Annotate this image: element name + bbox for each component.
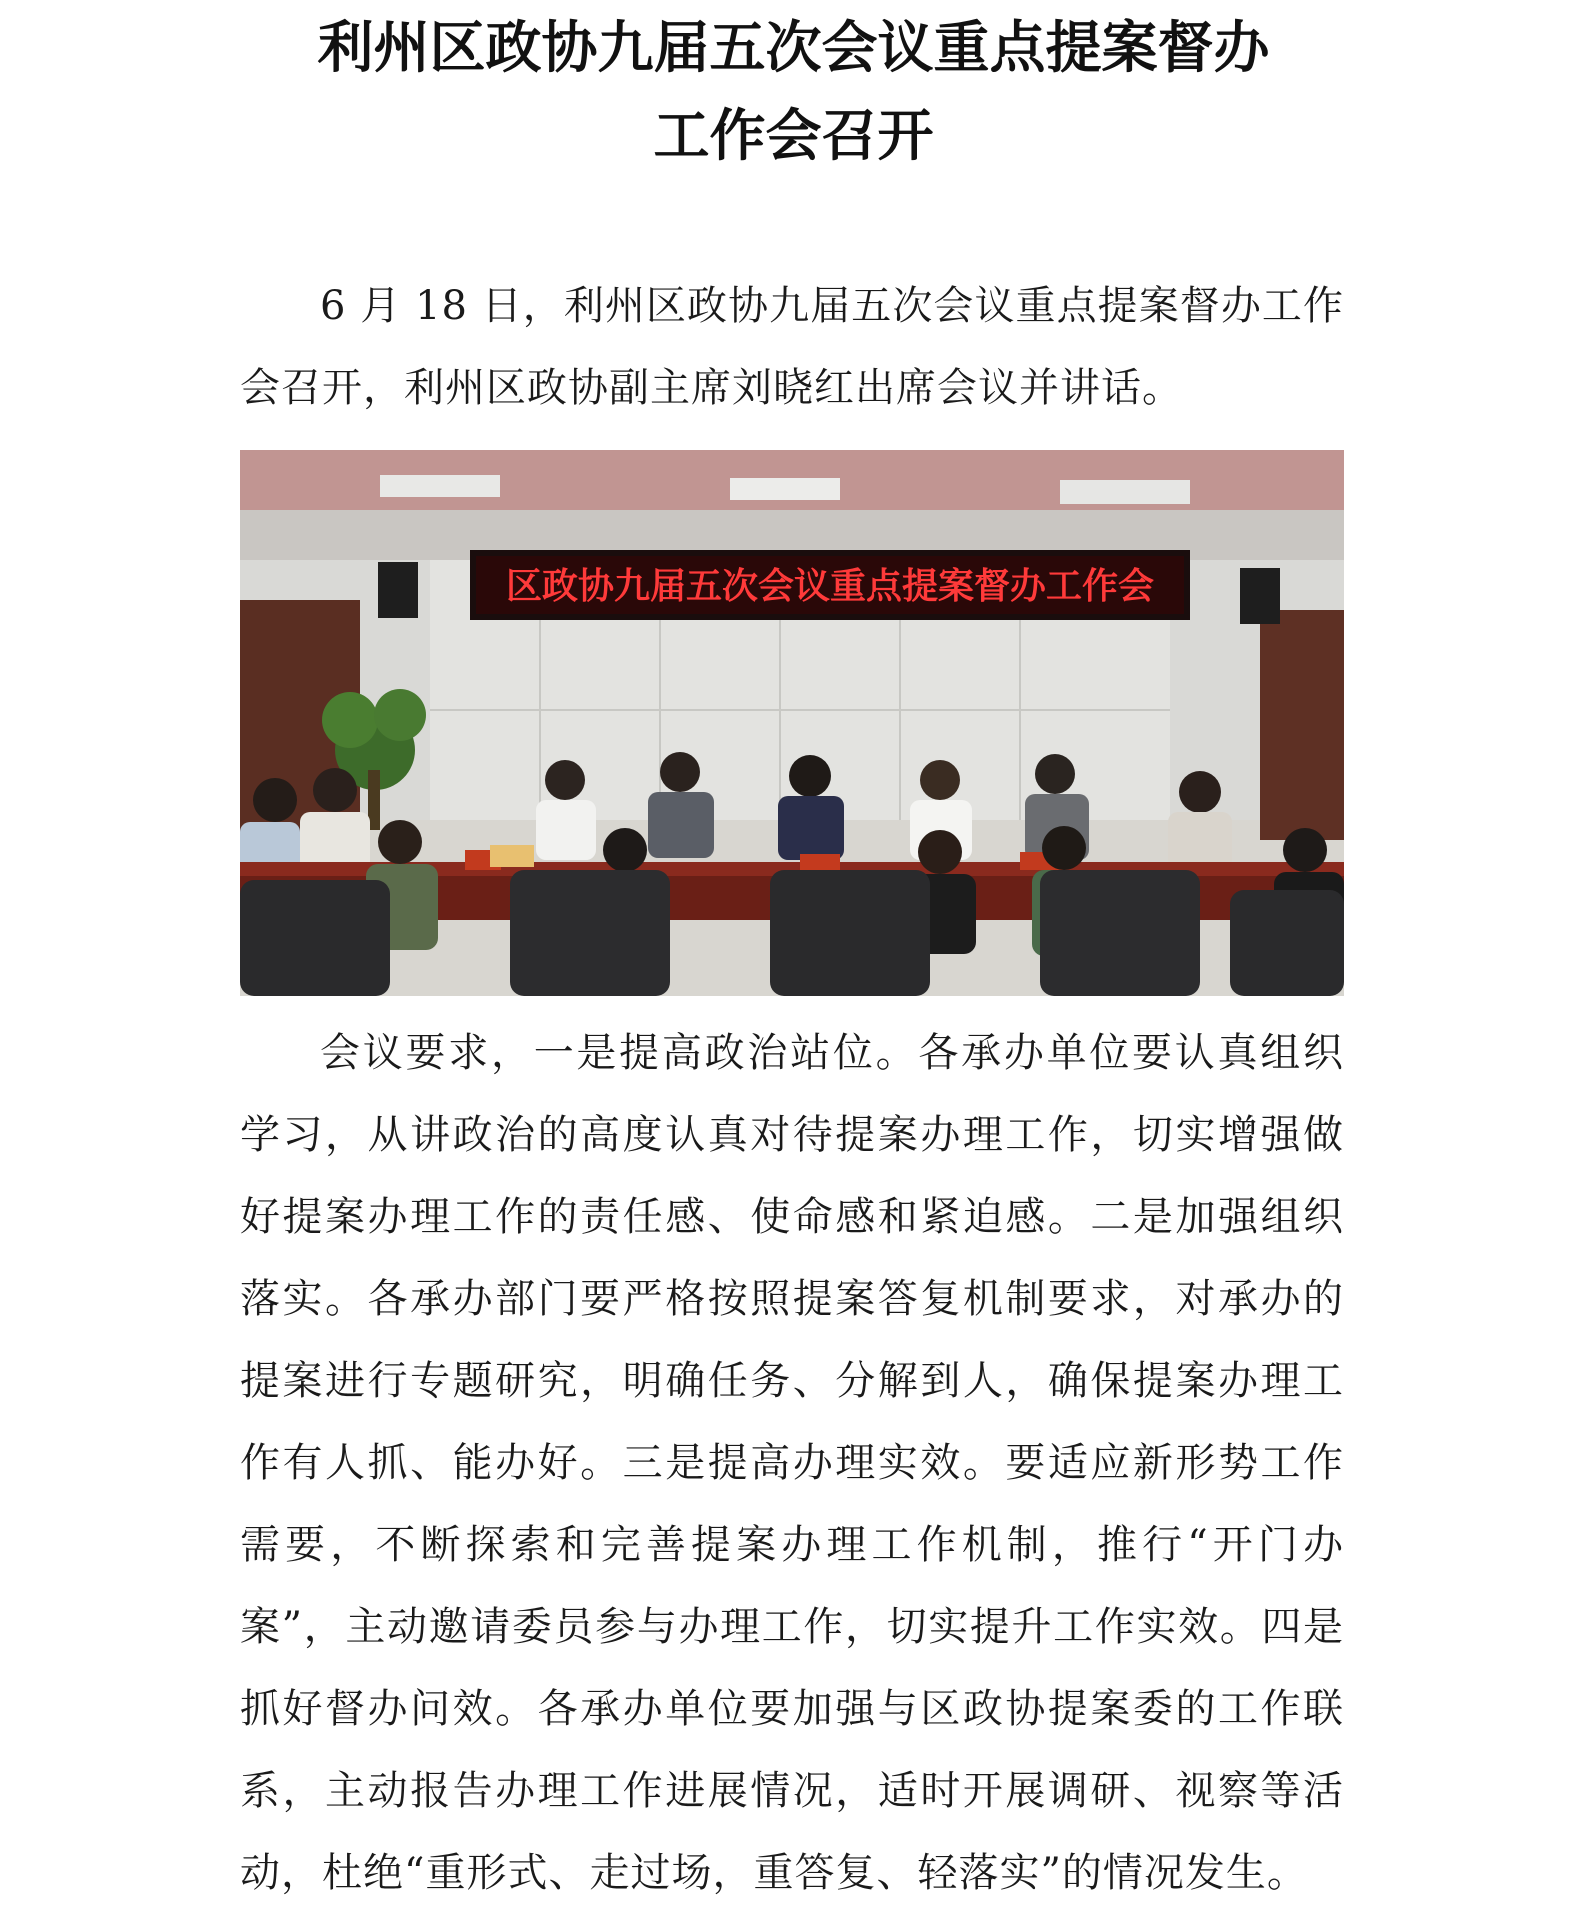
article-title-line2: 工作会召开: [653, 103, 934, 169]
meeting-photo: [240, 450, 1344, 996]
banner-text: 区政协九届五次会议重点提案督办工作会: [505, 566, 1155, 607]
intro-paragraph: 6 月 18 日，利州区政协九届五次会议重点提案督办工作会召开，利州区政协副主席刘晓红出席会议并讲话。: [240, 283, 1344, 411]
article-title-line1: 利州区政协九届五次会议重点提案督办: [317, 15, 1270, 81]
requirements-paragraph: 会议要求，一是提高政治站位。各承办单位要认真组织学习，从讲政治的高度认真对待提案办理工作，切实增强做好提案办理工作的责任感、使命感和紧迫感。二是加强组织落实。各承办部门要严格按照提案答复机制要求，对承办的提案进行专题研究，明确任务、分解到人，确保提案办理工作有人抓、能办好。三是提高办理实效。要适应新形势工作需要，不断探索和完善提案办理工作机制，推行“开门办案”，主动邀请委员参与办理工作，切实提升工作实效。四是抓好督办问效。各承办单位要加强与区政协提案委的工作联系，主动报告办理工作进展情况，适时开展调研、视察等活动，杜绝“重形式、走过场，重答复、轻落实”的情况发生。: [240, 1030, 1344, 1896]
